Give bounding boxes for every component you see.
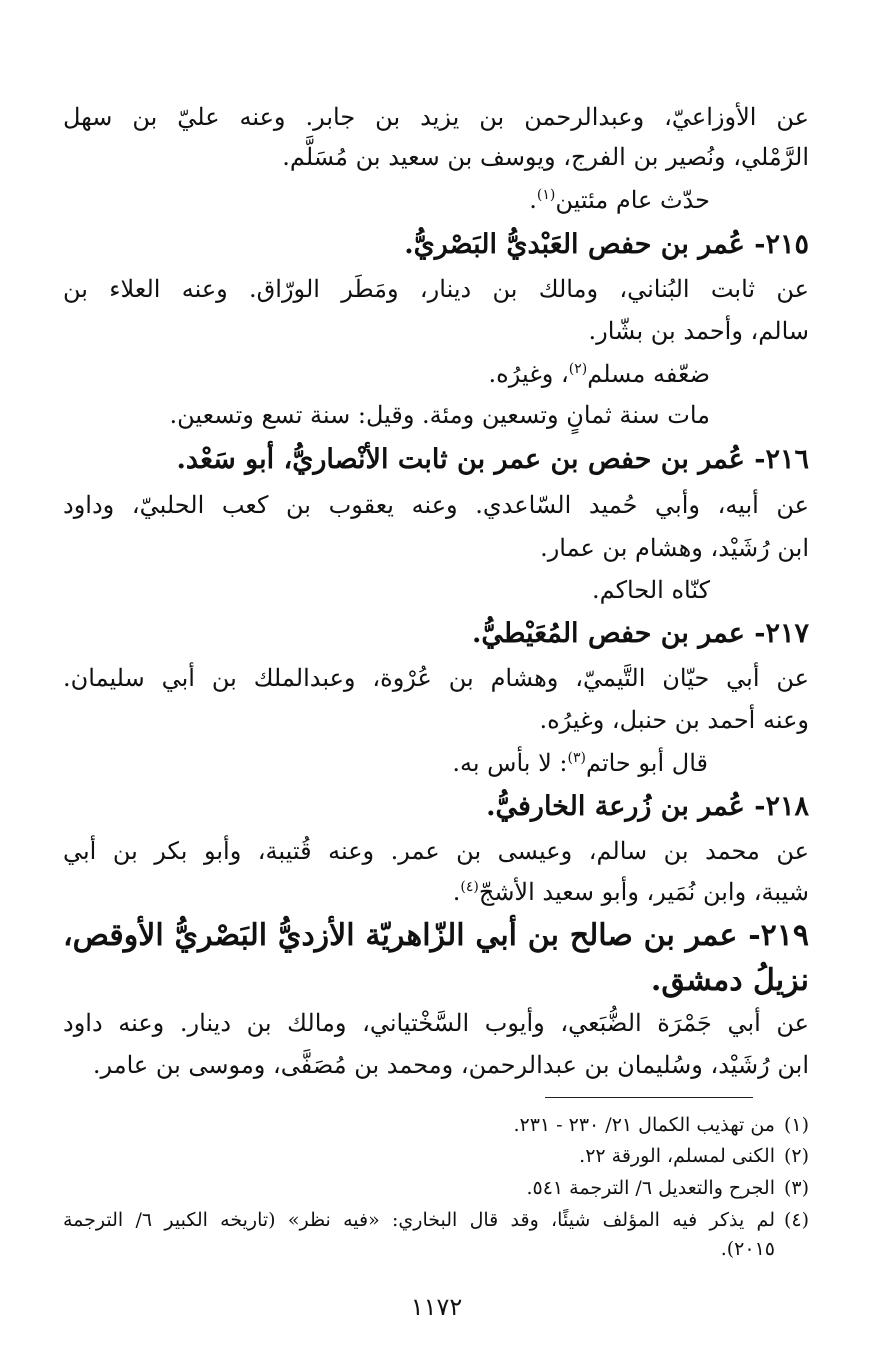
- text-span: ، وغيرُه.: [488, 360, 569, 388]
- text-line: عن محمد بن سالم، وعيسى بن عمر. وعنه قُتيبة، وأبو بكر بن أبي: [63, 837, 809, 865]
- text-line: [63, 180, 710, 220]
- entry-heading-219-cont: نزيلُ دمشق.: [650, 963, 809, 998]
- text-line: عن أبيه، وأبي حُميد السّاعدي. وعنه يعقوب بن كعب الحلبيّ، وداود: [63, 491, 809, 519]
- footnote-number: (٤): [783, 1209, 809, 1231]
- page-number: ١١٧٢: [410, 1293, 463, 1321]
- entry-heading-215: ٢١٥- عُمر بن حفص العَبْديُّ البَصْريُّ.: [404, 229, 809, 260]
- text-span: حدّث عام مئتين: [555, 186, 710, 214]
- footnote-text: الكنى لمسلم، الورقة ٢٢.: [579, 1145, 775, 1167]
- text-line: وعنه أحمد بن حنبل، وغيرُه.: [539, 706, 809, 734]
- entry-heading-218: ٢١٨- عُمر بن زُرعة الخارفيُّ.: [486, 791, 809, 822]
- text-line: عن الأوزاعيّ، وعبدالرحمن بن يزيد بن جابر. وعنه عليّ بن سهل: [63, 103, 809, 131]
- footnote-text: من تهذيب الكمال ٢١/ ٢٣٠ - ٢٣١.: [513, 1114, 775, 1136]
- text-line: ابن رُشَيْد، وهشام بن عمار.: [540, 534, 809, 562]
- text-line: [63, 354, 710, 394]
- entry-heading-216: ٢١٦- عُمر بن حفص بن عمر بن ثابت الأنْصاريُّ، أبو سَعْد.: [176, 444, 809, 475]
- text-line: عن أبي حيّان التَّيميّ، وهشام بن عُرْوة، وعبدالملك بن أبي سليمان.: [63, 664, 809, 692]
- footnote-text-cont: ٢٠١٥).: [720, 1238, 775, 1260]
- footnote-number: (٢): [783, 1145, 809, 1167]
- text-line: ابن رُشَيْد، وسُليمان بن عبدالرحمن، ومحمد بن مُصَفَّى، وموسى بن عامر.: [92, 1051, 809, 1079]
- text-line: [63, 872, 809, 912]
- text-line: الرَّمْلي، ونُصير بن الفرج، ويوسف بن سعيد بن مُسَلَّم.: [282, 143, 809, 171]
- text-line: عن ثابت البُناني، ومالك بن دينار، ومَطَر الورّاق. وعنه العلاء بن: [63, 275, 809, 303]
- text-line: كنّاه الحاكم.: [592, 576, 710, 604]
- footnote-number: (١): [783, 1114, 809, 1136]
- footnote-divider: [545, 1097, 753, 1098]
- text-span: .: [452, 878, 461, 906]
- text-line: [63, 743, 708, 783]
- text-span: : لا بأس به.: [452, 749, 568, 777]
- footnote-ref: (٣): [567, 750, 586, 766]
- footnote-text: الجرح والتعديل ٦/ الترجمة ٥٤١.: [526, 1177, 775, 1199]
- text-span: .: [529, 186, 537, 214]
- footnote-number: (٣): [783, 1177, 809, 1199]
- footnote-ref: (١): [536, 187, 556, 203]
- text-line: عن أبي جَمْرَة الضُّبَعي، وأيوب السَّخْتياني، ومالك بن دينار. وعنه داود: [63, 1009, 809, 1037]
- footnote-ref: (٤): [460, 879, 479, 895]
- footnote-text: لم يذكر فيه المؤلف شيئًا، وقد قال البخاري: «فيه نظر» (تاريخه الكبير ٦/ الترجمة: [63, 1209, 775, 1231]
- text-span: شيبة، وابن نُمَير، وأبو سعيد الأشجّ: [478, 878, 809, 906]
- footnote-ref: (٢): [568, 361, 588, 377]
- entry-heading-217: ٢١٧- عمر بن حفص المُعَيْطيُّ.: [472, 618, 809, 649]
- text-line: سالم، وأحمد بن بشّار.: [588, 317, 809, 345]
- text-span: ضعّفه مسلم: [587, 360, 710, 388]
- text-line: مات سنة ثمانٍ وتسعين ومئة. وقيل: سنة تسع وتسعين.: [169, 401, 710, 429]
- entry-heading-219: ٢١٩- عمر بن صالح بن أبي الزّاهريّة الأزديُّ البَصْريُّ الأوقص،: [63, 918, 809, 953]
- text-span: قال أبو حاتم: [585, 749, 708, 777]
